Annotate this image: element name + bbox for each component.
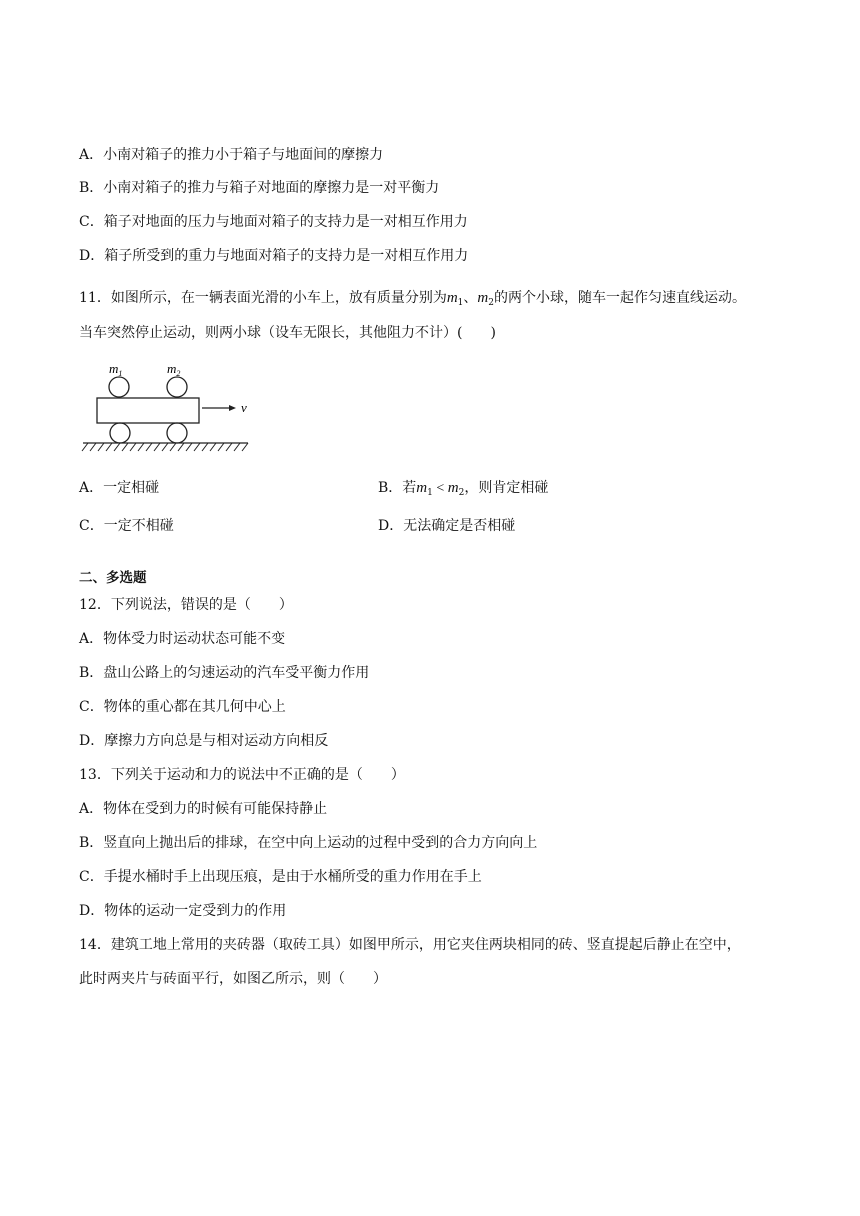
ground-hatching xyxy=(82,443,248,451)
q10-option-c: C．箱子对地面的压力与地面对箱子的支持力是一对相互作用力 xyxy=(79,214,468,230)
q10-option-d: D．箱子所受到的重力与地面对箱子的支持力是一对相互作用力 xyxy=(79,248,469,264)
q12-option-d: D．摩擦力方向总是与相对运动方向相反 xyxy=(79,733,329,749)
cart-wheel-left xyxy=(110,423,130,443)
q11-option-a: A．一定相碰 xyxy=(79,480,160,496)
m1-symbol: m xyxy=(446,290,458,306)
q12-option-c: C．物体的重心都在其几何中心上 xyxy=(79,699,286,715)
optb-m1-symbol: m xyxy=(416,480,428,496)
optb-m2-subscript: 2 xyxy=(458,488,465,498)
m2-subscript: 2 xyxy=(488,298,494,308)
m2-symbol: m xyxy=(477,290,489,306)
q14-stem-line1: 14．建筑工地上常用的夹砖器（取砖工具）如图甲所示，用它夹住两块相同的砖、竖直提起后静止在空中， xyxy=(79,937,741,953)
q13-option-d: D．物体的运动一定受到力的作用 xyxy=(79,903,287,919)
q13-option-c: C．手提水桶时手上出现压痕，是由于水桶所受的重力作用在手上 xyxy=(79,869,482,885)
q11-stem-line2: 当车突然停止运动，则两小球（设车无限长，其他阻力不计）( ) xyxy=(79,325,496,341)
q11-stem-text-end: 的两个小球，随车一起作匀速直线运动。 xyxy=(493,290,746,306)
cart-body xyxy=(97,398,199,423)
q11-option-d: D．无法确定是否相碰 xyxy=(378,518,516,534)
q13-stem: 13．下列关于运动和力的说法中不正确的是（ ） xyxy=(79,767,405,783)
q13-option-a: A．物体在受到力的时候有可能保持静止 xyxy=(79,801,328,817)
section-heading: 二、多选题 xyxy=(79,570,147,586)
q14-stem-line2: 此时两夹片与砖面平行，如图乙所示，则（ ） xyxy=(79,971,387,987)
less-than-sign: < xyxy=(432,481,448,496)
cart-figure xyxy=(80,360,260,460)
ball-m1 xyxy=(109,377,129,397)
q13-option-b: B．竖直向上抛出后的排球，在空中向上运动的过程中受到的合力方向向上 xyxy=(79,835,538,851)
q10-option-a: A．小南对箱子的推力小于箱子与地面间的摩擦力 xyxy=(79,147,384,163)
optb-m1-subscript: 1 xyxy=(427,488,433,498)
q12-option-a: A．物体受力时运动状态可能不变 xyxy=(79,631,286,647)
q12-stem: 12．下列说法，错误的是（ ） xyxy=(79,597,293,613)
optb-m2-symbol: m xyxy=(447,480,459,496)
q11-option-b xyxy=(378,478,548,503)
q10-option-b: B．小南对箱子的推力与箱子对地面的摩擦力是一对平衡力 xyxy=(79,180,440,196)
q11-stem-text: 11．如图所示，在一辆表面光滑的小车上，放有质量分别为 xyxy=(79,290,447,306)
velocity-label: v xyxy=(241,400,247,415)
m1-subscript: 1 xyxy=(457,298,464,308)
q11-stem-line1 xyxy=(79,288,746,313)
ball-m2 xyxy=(167,377,187,397)
velocity-arrowhead xyxy=(229,405,236,411)
q11-option-c: C．一定不相碰 xyxy=(79,518,174,534)
cart-wheel-right xyxy=(167,423,187,443)
q12-option-b: B．盘山公路上的匀速运动的汽车受平衡力作用 xyxy=(79,665,370,681)
separator: 、 xyxy=(463,290,478,306)
q11-option-b-prefix: B．若 xyxy=(378,480,417,496)
q11-option-b-suffix: ，则肯定相碰 xyxy=(464,480,549,496)
ball2-label: $m_2$ xyxy=(167,361,181,378)
ball1-label: $m_1$ xyxy=(109,361,123,378)
